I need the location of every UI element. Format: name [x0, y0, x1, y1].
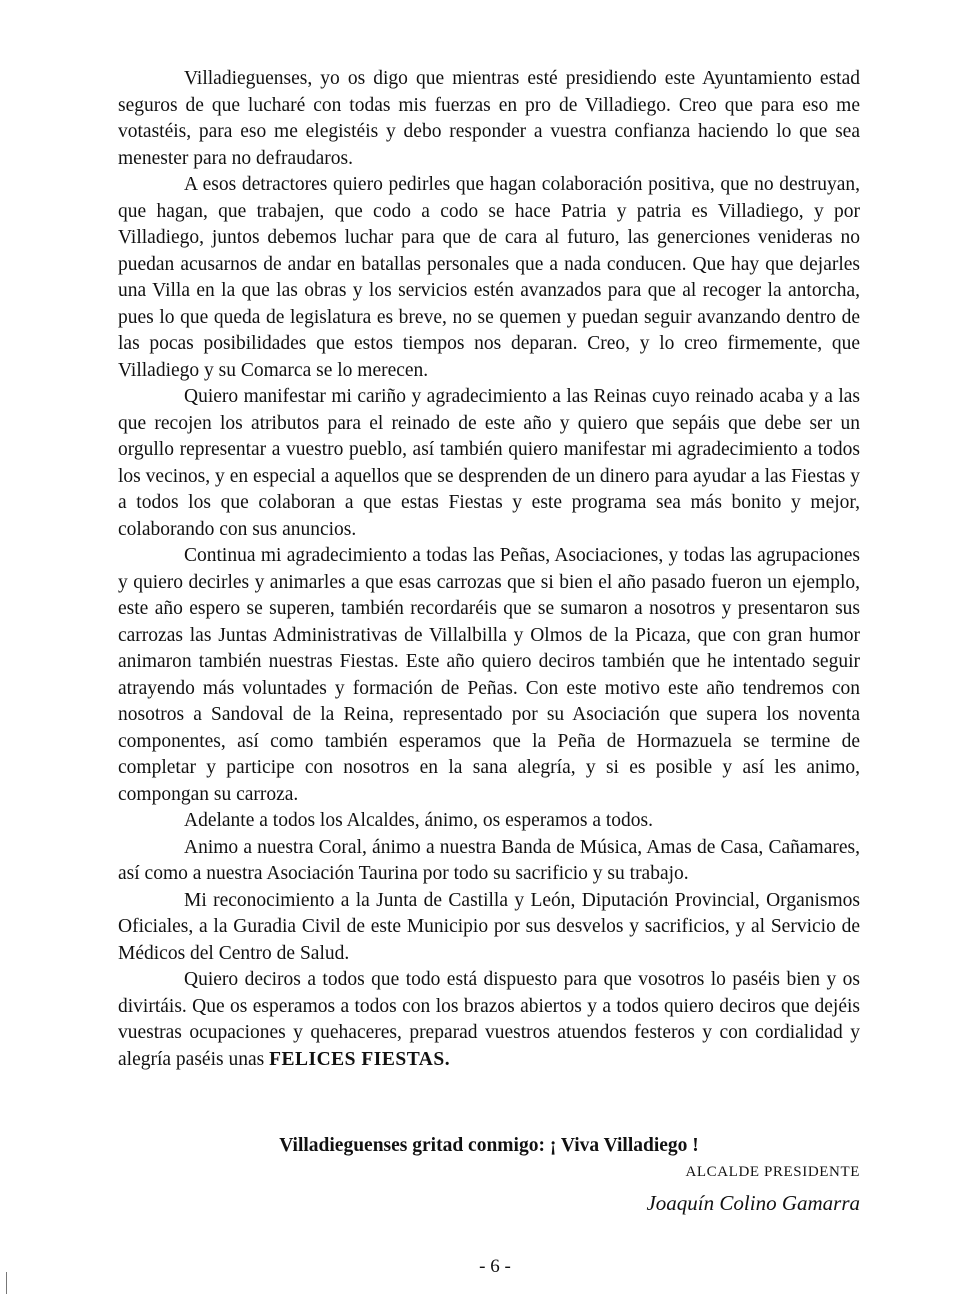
paragraph-2: A esos detractores quiero pedirles que hagan colaboración positiva, que no destruyan, que hagan, que trabajen, que codo a codo se hace Patria y patria es Villadiego, y por Villadiego, juntos debemos luchar para que de cara al futuro, las generciones venideras no puedan acusarnos de andar en batallas personales que a nada conducen. Que hay que dejarles una Villa en la que las obras y los servicios estén avanzados para que al recoger la antorcha, pues lo que queda de legislatura es breve, no se quemen y puedan seguir avanzando dentro de las pocas posibilidades que estos tiempos nos deparan. Creo, y lo creo firmemente, que Villadiego y su Comarca se lo merecen. [118, 174, 860, 381]
page-number: - 6 - [479, 1256, 511, 1277]
felices-fiestas-emphasis: FELICES FIESTAS. [269, 1048, 451, 1070]
paragraph-4: Continua mi agradecimiento a todas las Peñas, Asociaciones, y todas las agrupaciones y quiero decirles y animarles a que esas carrozas que si bien el año pasado fueron un ejemplo, este año espero se superen, también recordaréis que se sumaron a nosotros y presentaron sus carrozas las Juntas Administrativas de Villalbilla y Olmos de la Picaza, que con gran humor animaron también nuestras Fiestas. Este año quiero deciros también que he intentado seguir atrayendo más voluntades y formación de Peñas. Con este motivo este año tendremos con nosotros a Sandoval de la Reina, representado por su Asociación que supera los noventa componentes, así como también esperamos que la Peña de Hormazuela se termine de completar y participe con nosotros en la sana alegría, y si es posible y así les animo, compongan su carroza. [118, 545, 860, 805]
paragraph-3: Quiero manifestar mi cariño y agradecimiento a las Reinas cuyo reinado acaba y a las que recojen los atributos para el reinado de este año y quiero que sepáis que debe ser un orgullo representar a vuestro pueblo, así también quiero manifestar mi agradecimiento a todos los vecinos, y en especial a aquellos que se desprenden de un dinero para ayudar a las Fiestas y a todos los que colaboran a que estas Fiestas y este programa sea más bonito y mejor, colaborando con sus anuncios. [118, 386, 860, 540]
letter-body [118, 66, 860, 1073]
signature-name: Joaquín Colino Gamarra [646, 1191, 860, 1215]
paragraph-6: Animo a nuestra Coral, ánimo a nuestra Banda de Música, Amas de Casa, Cañamares, así como a nuestra Asociación Taurina por todo su sacrificio y su trabajo. [118, 836, 860, 884]
closing-line: Villadieguenses gritad conmigo: ¡ Viva Villadiego ! [279, 1135, 699, 1156]
paragraph-8-text: Quiero deciros a todos que todo está dispuesto para que vosotros lo paséis bien y os divirtáis. Que os esperamos a todos con los brazos abiertos y a todos quiero deciros que dejéis vuestras ocupaciones y quehaceres, preparad vuestros atuendos festeros y con cordialidad y alegría paséis unas [118, 969, 860, 1070]
paragraph-1: Villadieguenses, yo os digo que mientras esté presidiendo este Ayuntamiento estad seguros de que lucharé con todas mis fuerzas en pro de Villadiego. Creo que para eso me votastéis, para eso me elegistéis y debo responder a vuestra confianza haciendo lo que sea menester para no defraudaros. [118, 68, 860, 169]
scan-margin-mark [6, 1272, 7, 1294]
paragraph-7: Mi reconocimiento a la Junta de Castilla y León, Diputación Provincial, Organismos Oficiales, a la Guradia Civil de este Municipio por sus desvelos y sacrificios, y al Servicio de Médicos del Centro de Salud. [118, 889, 860, 964]
paragraph-5: Adelante a todos los Alcaldes, ánimo, os esperamos a todos. [184, 810, 653, 831]
signature-title: ALCALDE PRESIDENTE [685, 1164, 860, 1180]
paragraph-8 [118, 967, 860, 1073]
